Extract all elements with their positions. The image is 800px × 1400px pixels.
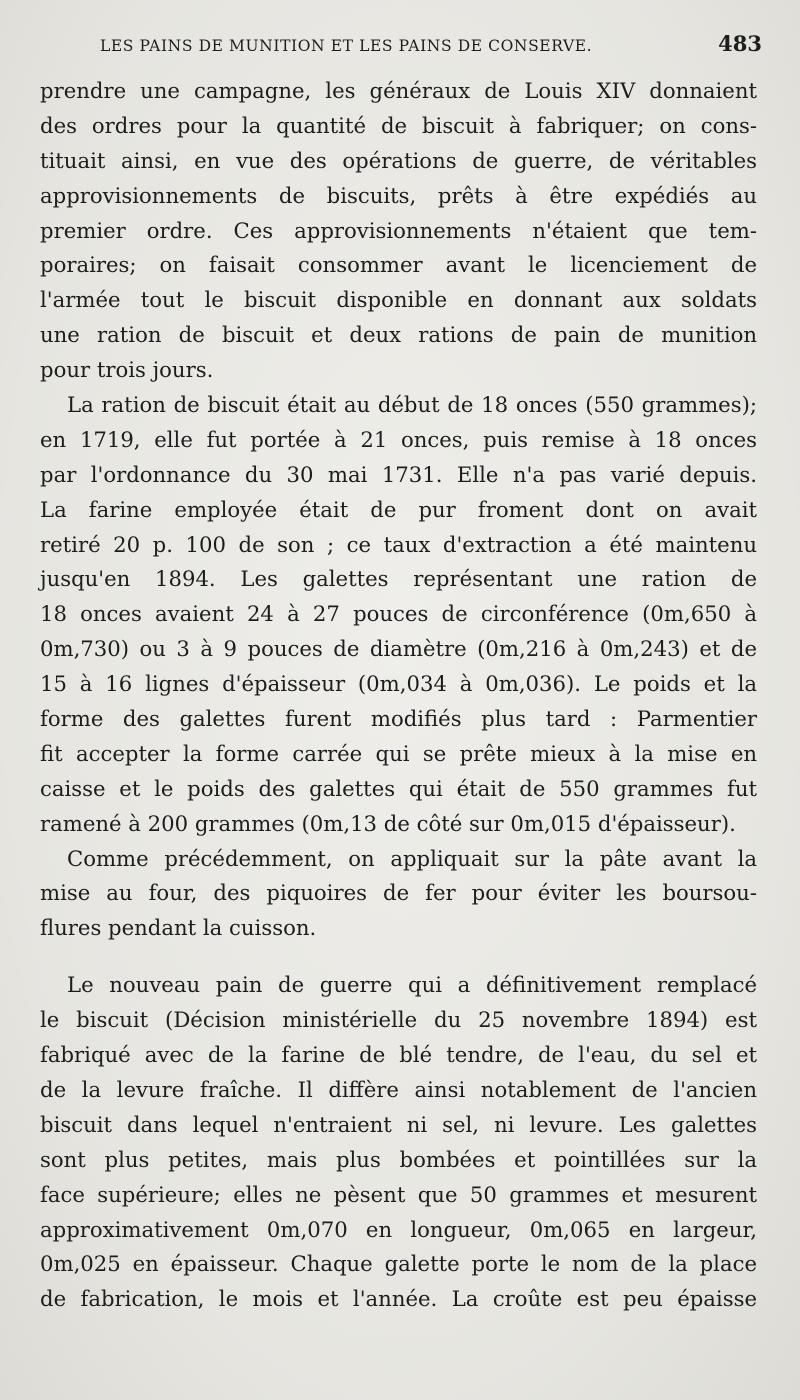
text-line: fit accepter la forme carrée qui se prête mieux à la mise en — [40, 740, 757, 766]
text-line: biscuit dans lequel n'entraient ni sel, ni levure. Les galettes — [40, 1111, 757, 1137]
text-line: Comme précédemment, on appliquait sur la pâte avant la — [67, 845, 757, 871]
body-text — [40, 74, 757, 1317]
text-line: face supérieure; elles ne pèsent que 50 grammes et mesurent — [40, 1181, 757, 1207]
text-line: flures pendant la cuisson. — [40, 915, 317, 941]
text-line: 15 à 16 lignes d'épaisseur (0m,034 à 0m,036). Le poids et la — [40, 671, 757, 697]
text-line: poraires; on faisait consommer avant le licenciement de — [40, 252, 757, 278]
paragraph — [40, 842, 757, 947]
page-header — [100, 31, 770, 56]
text-line: ramené à 200 grammes (0m,13 de côté sur 0m,015 d'épaisseur). — [40, 810, 736, 836]
text-line: 0m,730) ou 3 à 9 pouces de diamètre (0m,216 à 0m,243) et de — [40, 636, 757, 662]
text-line: pour trois jours. — [40, 357, 214, 383]
text-line: mise au four, des piquoires de fer pour éviter les boursou- — [40, 880, 757, 906]
text-line: prendre une campagne, les généraux de Louis XIV donnaient — [40, 78, 757, 103]
text-line: sont plus petites, mais plus bombées et pointillées sur la — [40, 1146, 757, 1172]
page-number: 483 — [718, 31, 762, 56]
text-line: 0m,025 en épaisseur. Chaque galette porte le nom de la place — [40, 1251, 757, 1277]
paragraph — [40, 74, 757, 388]
text-line: caisse et le poids des galettes qui était de 550 grammes fut — [40, 775, 757, 801]
text-line: forme des galettes furent modifiés plus tard : Parmentier — [40, 706, 757, 732]
paragraph — [40, 388, 757, 842]
text-line: approvisionnements de biscuits, prêts à être expédiés au — [40, 182, 757, 208]
text-line: en 1719, elle fut portée à 21 onces, puis remise à 18 onces — [40, 426, 757, 452]
paragraph-gap — [40, 946, 757, 968]
text-line: La farine employée était de pur froment dont on avait — [40, 496, 757, 522]
text-line: par l'ordonnance du 30 mai 1731. Elle n'a pas varié depuis. — [40, 461, 757, 487]
text-line: approximativement 0m,070 en longueur, 0m,065 en largeur, — [40, 1216, 757, 1242]
text-line: Le nouveau pain de guerre qui a définitivement remplacé — [67, 972, 757, 998]
text-line: 18 onces avaient 24 à 27 pouces de circonférence (0m,650 à — [40, 601, 757, 627]
running-title: LES PAINS DE MUNITION ET LES PAINS DE CONSERVE. — [100, 37, 593, 55]
text-line: l'armée tout le biscuit disponible en donnant aux soldats — [40, 287, 757, 313]
text-line: de fabrication, le mois et l'année. La croûte est peu épaisse — [40, 1286, 757, 1312]
text-line: La ration de biscuit était au début de 18 onces (550 grammes); — [67, 392, 757, 418]
text-line: retiré 20 p. 100 de son ; ce taux d'extraction a été maintenu — [40, 531, 757, 557]
text-line: des ordres pour la quantité de biscuit à fabriquer; on cons- — [40, 112, 757, 138]
text-line: le biscuit (Décision ministérielle du 25 novembre 1894) est — [40, 1007, 757, 1033]
text-line: une ration de biscuit et deux rations de pain de munition — [40, 322, 757, 348]
text-line: premier ordre. Ces approvisionnements n'étaient que tem- — [40, 217, 757, 243]
text-line: fabriqué avec de la farine de blé tendre, de l'eau, du sel et — [40, 1042, 757, 1068]
text-line: tituait ainsi, en vue des opérations de guerre, de véritables — [40, 147, 757, 173]
text-line: de la levure fraîche. Il diffère ainsi notablement de l'ancien — [40, 1076, 757, 1102]
paragraph — [40, 968, 757, 1317]
text-line: jusqu'en 1894. Les galettes représentant une ration de — [40, 566, 757, 592]
